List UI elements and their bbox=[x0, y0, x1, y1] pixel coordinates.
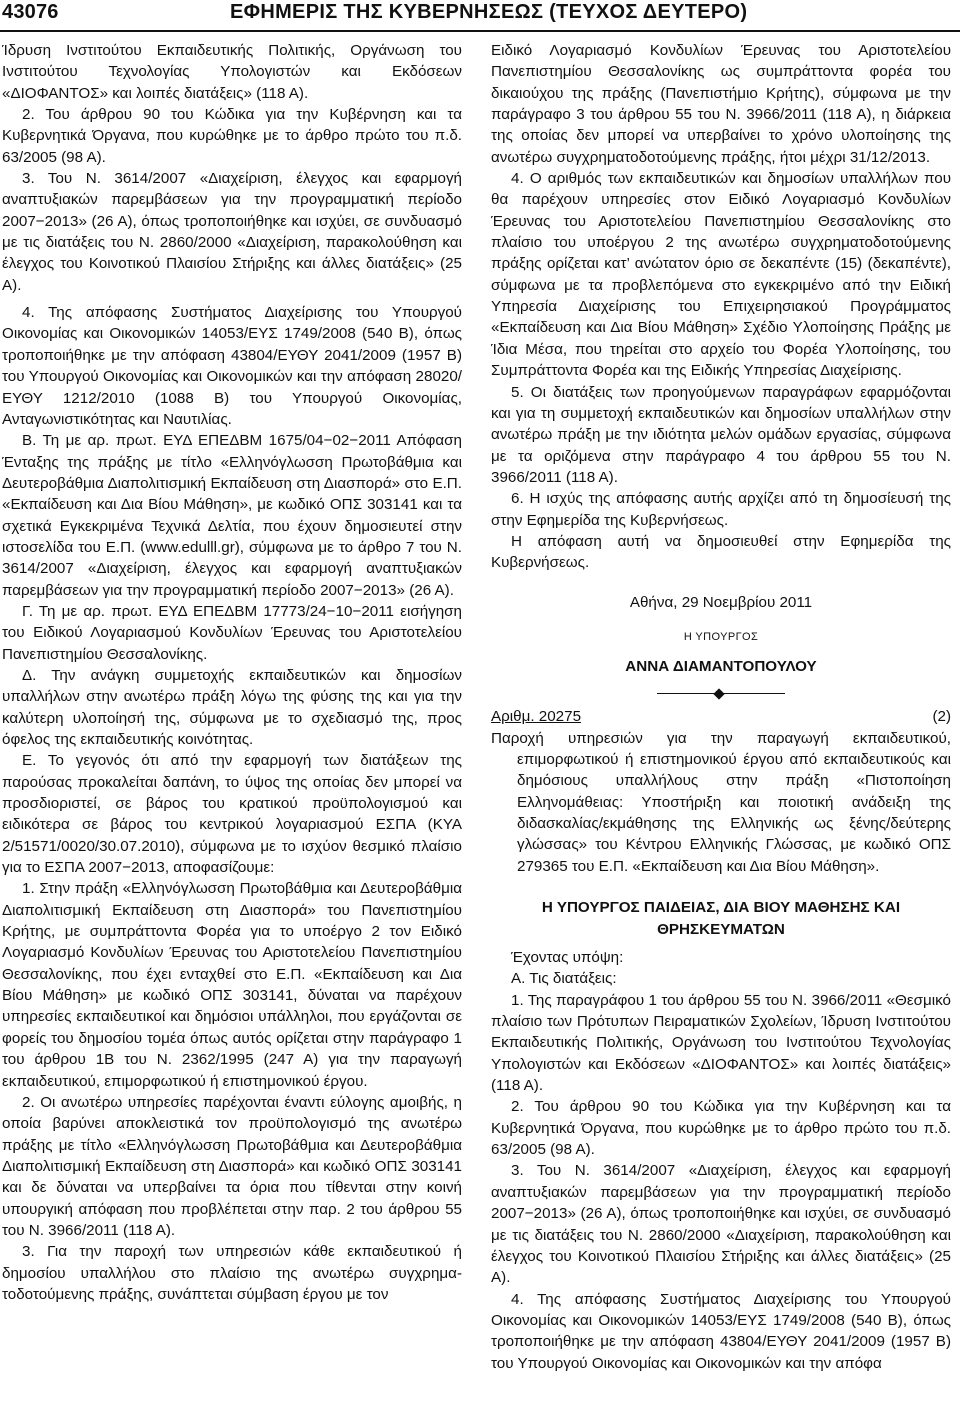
signatory-role: Η ΥΠΟΥΡΓΟΣ bbox=[683, 630, 759, 643]
paragraph: Δ. Την ανάγκη συμμετοχής εκπαιδευτικών και δημοσίων υπαλλήλων στην ανωτέρω πράξη λόγω της φύσης της και για την καλύτερη υλοποίησή της, σύμφωνα με το σχεδιασμό της, προς όφελος της εκπαιδευτικής κοινότητας. bbox=[2, 666, 462, 748]
paragraph: Ε. Το γεγονός ότι από την εφαρμογή των διατάξεων της παρούσας προκαλείται δαπάνη, το ύψος της οποίας δεν μπορεί να προσδιοριστεί, σε βάρος του κρατικού προϋπολογισμού και ειδικότερα σε βάρος του κεντρικού λογαριασμού ΕΣΠΑ (ΚΥΑ 2/51571/0020/30.07.2010), σύμφωνα με το ισχύον θεσμικό πλαίσιο για το ΕΣΠΑ 2007−2013, αποφασίζουμε: bbox=[2, 752, 462, 877]
provisions-label: Α. Τις διατάξεις: bbox=[511, 970, 617, 988]
paragraph: Ίδρυση Ινστιτούτου Εκπαιδευτικής Πολιτικής, Οργάνωση του Ινστιτούτου Τεχνολογίας Υπολογιστών και Εκδόσεων «ΔΙΟΦΑΝΤΟΣ» και λοιπές διατάξεις» (118 Α). bbox=[2, 42, 462, 102]
paragraph: Γ. Τη με αρ. πρωτ. ΕΥΔ ΕΠΕΔΒΜ 17773/24−10−2011 εισήγηση του Ειδικού Λογαριασμού Κονδυλίων Έρευνας του Αριστοτελείου Πανεπιστημίου Θεσσαλονίκης. bbox=[2, 602, 462, 663]
paragraph: 2. Του άρθρου 90 του Κώδικα για την Κυβέρνηση και τα Κυβερνητικά Όργανα, που κυρώθηκε με το άρθρο πρώτο του π.δ. 63/2005 (98 Α). bbox=[491, 1098, 951, 1159]
signatory-name: ΑΝΝΑ ΔΙΑΜΑΝΤΟΠΟΥΛΟΥ bbox=[625, 658, 817, 676]
paragraph: 1. Της παραγράφου 1 του άρθρου 55 του Ν. 3966/2011 «Θεσμικό πλαίσιο των Πρότυπων Πειραματικών Σχολείων, Ίδρυση Ινστιτούτου Εκπαιδευτικής Πολιτικής, Οργάνωση του Ινστιτούτου Τεχνολογίας Υπολογιστών και Εκδόσεων «ΔΙΟΦΑΝΤΟΣ» και λοιπές διατάξεις» (118 Α). bbox=[491, 991, 951, 1095]
paragraph: 2. Του άρθρου 90 του Κώδικα για την Κυβέρνηση και τα Κυβερνητικά Όργανα, που κυρώθηκε με το άρθρο πρώτο του π.δ. 63/2005 (98 Α). bbox=[2, 106, 462, 166]
paragraph: 3. Του Ν. 3614/2007 «Διαχείριση, έλεγχος και εφαρμογή αναπτυξιακών παρεμβάσεων για την προγραμματική περίοδο 2007−2013» (26 Α), όπως τροποποιήθηκε και ισχύει, σε συνδυασμό με τις διατάξεις του Ν. 2860/2000 «Διαχείριση, παρακολούθηση και έλεγχος του Κοινοτικού Πλαισίου Στήριξης και άλλες διατάξεις» (25 Α). bbox=[491, 1162, 951, 1287]
having-regard: Έχοντας υπόψη: bbox=[511, 949, 624, 967]
right-column bbox=[491, 40, 951, 1415]
decision-heading bbox=[491, 706, 951, 728]
paragraph: 3. Για την παροχή των υπηρεσιών κάθε εκπαιδευτικού ή δημοσίου υπαλλήλου στο πλαίσιο της ανωτέρω συγχρηματοδοτούμενης πράξης, συνάπτεται σύμβαση έργου με τον bbox=[2, 1243, 462, 1303]
paragraph: 4. Της απόφασης Συστήματος Διαχείρισης του Υπουργού Οικονομίας και Οικονομικών 14053/ΕΥΣ 1749/2008 (540 Β), όπως τροποποιήθηκε με την απόφαση 43804/ΕΥΘΥ 2041/2009 (1957 Β) του Υπουργού Οικονομίας και Οικονομικών και την απόφα bbox=[491, 1290, 951, 1372]
paragraph: 1. Στην πράξη «Ελληνόγλωσση Πρωτοβάθμια και Δευτεροβάθμια Διαπολιτισμική Εκπαίδευση στη Διασπορά» του Πανεπιστημίου Κρήτης, με συμπράττοντα Φορέα για το υποέργο 2 τον Ειδικό Λογαριασμό Κονδυλίων Έρευνας του Αριστοτελείου Πανεπιστημίου Θεσσαλονίκης, που έχει ενταχθεί στο Ε.Π. «Εκπαίδευση και Δια Βίου Μάθηση» με κωδικό ΟΠΣ 303141, δύναται να παρέχουν υπηρεσίες εκπαιδευτικοί και δημόσιοι υπάλληλοι, που εργάζονται σε φορείς του δημοσίου τομέα όπως αυτός ορίζεται στην παράγραφο 1 του άρθρου 1Β του Ν. 2362/1995 (247 Α) για την παραγωγή εκπαιδευτικού, επιμορφωτικού ή επιστημονικού έργου. bbox=[2, 880, 462, 1090]
place-date: Αθήνα, 29 Νοεμβρίου 2011 bbox=[629, 593, 813, 611]
paragraph: 4. Ο αριθμός των εκπαιδευτικών και δημοσίων υπαλλήλων που θα παρέχουν υπηρεσίες στον Ειδικό Λογαριασμό Κονδυλίων Έρευνας του Αριστοτελείου Πανεπιστημίου Θεσσαλονίκης στο πλαίσιο του υποέργου 2 της ανωτέρω συγχρηματοδοτούμενης πράξης ορίζεται κατ’ ανώτατον όριο σε δεκαπέντε (15) (δεκαπέντε), σύμφωνα με τα προβλεπόμενα στο εγκεκριμένο από την Ειδική Υπηρεσία Διαχείρισης του Επιχειρησιακού Προγράμματος «Εκπαίδευση και Δια Βίου Μάθηση» Σχέδιο Υλοποίησης Πράξης με Ίδια Μέσα, που τηρείται στο αρχείο του Φορέα Υλοποίησης, του Συμπράττοντα Φορέα και της Ειδικής Υπηρεσίας Διαχείρισης. bbox=[491, 170, 951, 380]
left-column bbox=[2, 40, 462, 1415]
paragraph: 6. Η ισχύς της απόφασης αυτής αρχίζει από τη δημοσίευσή της στην Εφημερίδα της Κυβερνήσεως. bbox=[491, 490, 951, 529]
paragraph: 4. Της απόφασης Συστήματος Διαχείρισης του Υπουργού Οικονομίας και Οικονομικών 14053/ΕΥΣ 1749/2008 (540 Β), όπως τροποποιήθηκε με την απόφαση 43804/ΕΥΘΥ 2041/2009 (1957 Β) του Υπουργού Οικονομίας και Οικονομικών και την απόφαση 28020/ΕΥΘΥ 1212/2010 (1088 Β) του Υπουργού Οικονομίας, Ανταγωνιστικότητας και Ναυτιλίας. bbox=[2, 304, 462, 428]
paragraph: 3. Του Ν. 3614/2007 «Διαχείριση, έλεγχος και εφαρμογή αναπτυξιακών παρεμβάσεων για την προγραμματική περίοδο 2007−2013» (26 Α), όπως τροποποιήθηκε και ισχύει, σε συνδυασμό με τις διατάξεις του Ν. 2860/2000 «Διαχείριση, παρακολούθηση και έλεγχος του Κοινοτικού Πλαισίου Στήριξης και άλλες διατάξεις» (25 Α). bbox=[2, 170, 462, 294]
paragraph: Η απόφαση αυτή να δημοσιευθεί στην Εφημερίδα της Κυβερνήσεως. bbox=[491, 532, 951, 572]
diamond-ornament-icon bbox=[713, 688, 724, 699]
section-separator bbox=[657, 688, 785, 700]
decision-number: Αριθμ. 20275 bbox=[491, 707, 582, 725]
running-title: ΕΦΗΜΕΡΙΣ ΤΗΣ ΚΥΒΕΡΝΗΣΕΩΣ (ΤΕΥΧΟΣ ΔΕΥΤΕΡΟ) bbox=[230, 1, 748, 23]
paragraph: 2. Οι ανωτέρω υπηρεσίες παρέχονται έναντι εύλογης αμοιβής, η οποία βαρύνει αποκλειστικά τον προϋπολογισμό της ανωτέρω πράξης με τίτλο «Ελληνόγλωσση Πρωτοβάθμια και Δευτεροβάθμια Διαπολιτισμική Εκπαίδευση στη Διασπορά» και κωδικό ΟΠΣ 303141 και δε δύναται να υπερβαίνει τα όρια που τίθενται στην κοινή υπουργική απόφαση που προβλέπεται στην παρ. 2 του άρθρου 55 του Ν. 3966/2011 (118 Α). bbox=[2, 1093, 462, 1239]
page-header bbox=[0, 0, 960, 40]
header-rule bbox=[0, 30, 960, 32]
issuing-authority: Η ΥΠΟΥΡΓΟΣ ΠΑΙΔΕΙΑΣ, ΔΙΑ ΒΙΟΥ ΜΑΘΗΣΗΣ ΚΑΙ ΘΡΗΣΚΕΥΜΑΤΩΝ bbox=[541, 899, 901, 939]
paragraph: Β. Τη με αρ. πρωτ. ΕΥΔ ΕΠΕΔΒΜ 1675/04−02−2011 Απόφαση Ένταξης της πράξης με τίτλο «Ελληνόγλωσση Πρωτοβάθμια και Δευτεροβάθμια Διαπολιτισμική Εκπαίδευση στη Διασπορά» στο Ε.Π. «Εκπαίδευση και Δια Βίου Μάθηση», με κωδικό ΟΠΣ 303141 και τα σχετικά Εγκεκριμένα Τεχνικά Δελτία, που έχουν δημοσιευτεί στην ιστοσελίδα του Ε.Π. (www.edulll.gr), σύμφωνα με το άρθρο 7 του Ν. 3614/2007 «Διαχείριση, έλεγχος και εφαρμογή αναπτυξιακών παρεμβάσεων για την προγραμματική περίοδο 2007−2013» (26 Α). bbox=[2, 432, 462, 599]
decision-title: Παροχή υπηρεσιών για την παραγωγή εκπαιδευτικού, επιμορφωτικού ή επιστημονικού έργου από εκπαιδευτικούς και δημόσιους υπαλλήλους στην πράξη «Πιστοποίηση Ελληνομάθειας: Υποστήριξη και ποιοτική ανάδειξη της διδασκαλίας/εκμάθησης της Ελληνικής ως ξένης/δεύτερης γλώσσας» του Κέντρου Ελληνικής Γλώσσας, με κωδικό ΟΠΣ 279365 του Ε.Π. «Εκπαίδευση και Δια Βίου Μάθηση». bbox=[491, 729, 951, 875]
decision-sequence: (2) bbox=[932, 707, 951, 725]
paragraph: 5. Οι διατάξεις των προηγούμενων παραγράφων εφαρμόζονται και για τη συμμετοχή εκπαιδευτικών και δημοσίων υπαλλήλων στην ανωτέρω πράξη με την ιδιότητα μελών ομάδων εργασίας, σύμφωνα με τα οριζόμενα στην παράγραφο 4 του άρθρου 55 του Ν. 3966/2011 (118 Α). bbox=[491, 383, 951, 486]
paragraph: Ειδικό Λογαριασμό Κονδυλίων Έρευνας του Αριστοτελείου Πανεπιστημίου Θεσσαλονίκης ως συμπράττοντα φορέα του δικαιούχου της πράξης (Πανεπιστήμιο Κρήτης), σύμφωνα με την παράγραφο 3 του άρθρου 55 του Ν. 3966/2011 (118 Α), η διάρκεια της οποίας δεν μπορεί να υπερβαίνει το χρόνο υλοποίησης της ανωτέρω συγχρηματοδοτούμενης πράξης, ήτοι μέχρι 31/12/2013. bbox=[491, 42, 951, 166]
page-number: 43076 bbox=[2, 1, 59, 23]
